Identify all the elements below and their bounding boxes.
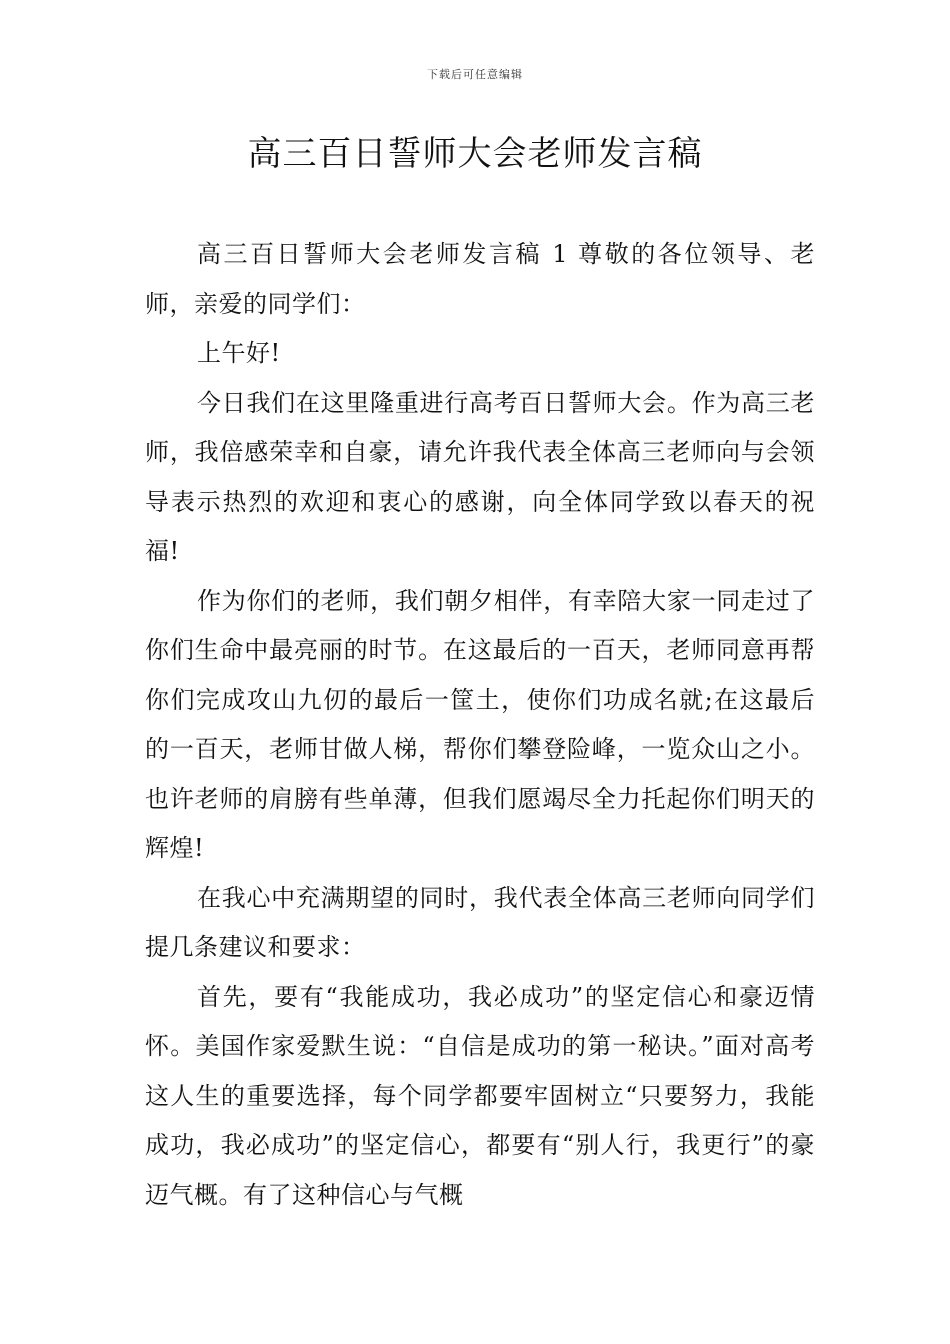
paragraph-intro: 今日我们在这里隆重进行高考百日誓师大会。作为高三老师，我倍感荣幸和自豪，请允许我代表全体高三老师向与会领导表示热烈的欢迎和衷心的感谢，向全体同学致以春天的祝福! <box>145 388 815 565</box>
paragraph-first-point: 首先，要有“我能成功，我必成功”的坚定信心和豪迈情怀。美国作家爱默生说：“自信是成功的第一秘诀。”面对高考这人生的重要选择，每个同学都要牢固树立“只要努力，我能成功，我必成功”的坚定信心，都要有“别人行，我更行”的豪迈气概。有了这种信心与气概 <box>145 982 815 1209</box>
document-body <box>145 230 815 1220</box>
paragraph-teachers: 作为你们的老师，我们朝夕相伴，有幸陪大家一同走过了你们生命中最亮丽的时节。在这最后的一百天，老师同意再帮你们完成攻山九仞的最后一筐土，使你们功成名就;在这最后的一百天，老师甘做人梯，帮你们攀登险峰，一览众山之小。也许老师的肩膀有些单薄，但我们愿竭尽全力托起你们明天的辉煌! <box>145 586 815 862</box>
paragraph-greeting: 高三百日誓师大会老师发言稿 1 尊敬的各位领导、老师，亲爱的同学们： <box>145 240 815 318</box>
paragraph-hello: 上午好! <box>197 339 281 367</box>
paragraph-suggestions: 在我心中充满期望的同时，我代表全体高三老师向同学们提几条建议和要求： <box>145 883 815 961</box>
document-title: 高三百日誓师大会老师发言稿 <box>247 134 703 174</box>
header-note: 下载后可任意编辑 <box>427 68 523 81</box>
